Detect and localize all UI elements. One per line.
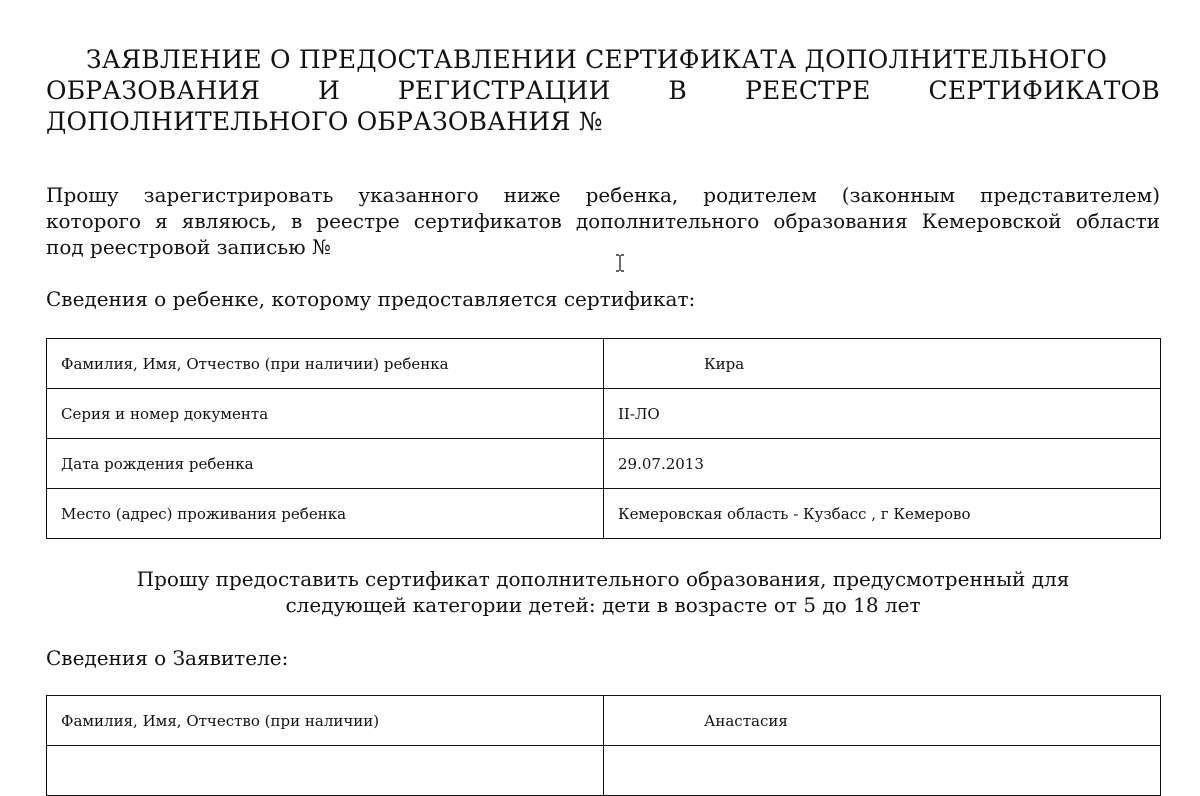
table-row xyxy=(47,439,1161,489)
title-word: РЕГИСТРАЦИИ xyxy=(397,76,611,105)
document-title xyxy=(46,44,1160,137)
title-word: И xyxy=(317,76,340,105)
child-section-heading: Сведения о ребенке, которому предоставляется сертификат: xyxy=(46,287,696,311)
title-line-2 xyxy=(46,75,1160,106)
text-cursor-icon xyxy=(615,254,625,272)
applicant-name-value: Анастасия xyxy=(604,696,1161,746)
field-value xyxy=(604,746,1161,796)
table-row xyxy=(47,746,1161,796)
document-number-value: II-ЛО xyxy=(604,389,1161,439)
field-label: Дата рождения ребенка xyxy=(47,439,604,489)
applicant-section-heading: Сведения о Заявителе: xyxy=(46,646,289,670)
table-row xyxy=(47,696,1161,746)
request-line: под реестровой записью № xyxy=(46,235,331,259)
field-label: Место (адрес) проживания ребенка xyxy=(47,489,604,539)
child-name-value: Кира xyxy=(604,339,1161,389)
title-word: ОБРАЗОВАНИЯ xyxy=(46,76,260,105)
title-word: В xyxy=(668,76,687,105)
title-line-3: ДОПОЛНИТЕЛЬНОГО ОБРАЗОВАНИЯ № xyxy=(46,107,603,136)
category-paragraph xyxy=(46,566,1160,618)
title-line-1: ЗАЯВЛЕНИЕ О ПРЕДОСТАВЛЕНИИ СЕРТИФИКАТА ДОПОЛНИТЕЛЬНОГО xyxy=(86,45,1108,74)
field-label: Серия и номер документа xyxy=(47,389,604,439)
title-word: СЕРТИФИКАТОВ xyxy=(928,76,1160,105)
field-label: Фамилия, Имя, Отчество (при наличии) xyxy=(47,696,604,746)
request-paragraph xyxy=(46,182,1160,260)
address-value: Кемеровская область - Кузбасс , г Кемерово xyxy=(604,489,1161,539)
title-word: РЕЕСТРЕ xyxy=(744,76,871,105)
field-label: Фамилия, Имя, Отчество (при наличии) ребенка xyxy=(47,339,604,389)
birth-date-value: 29.07.2013 xyxy=(604,439,1161,489)
category-line: следующей категории детей: дети в возрасте от 5 до 18 лет xyxy=(285,593,921,617)
child-info-table xyxy=(46,338,1161,539)
field-label xyxy=(47,746,604,796)
applicant-info-table xyxy=(46,695,1161,796)
table-row xyxy=(47,339,1161,389)
table-row xyxy=(47,389,1161,439)
table-row xyxy=(47,489,1161,539)
request-line: которого я являюсь, в реестре сертификатов дополнительного образования Кемеровской области xyxy=(46,209,1160,233)
request-line: Прошу зарегистрировать указанного ниже ребенка, родителем (законным представителем) xyxy=(46,183,1160,207)
category-line: Прошу предоставить сертификат дополнительного образования, предусмотренный для xyxy=(136,567,1070,591)
